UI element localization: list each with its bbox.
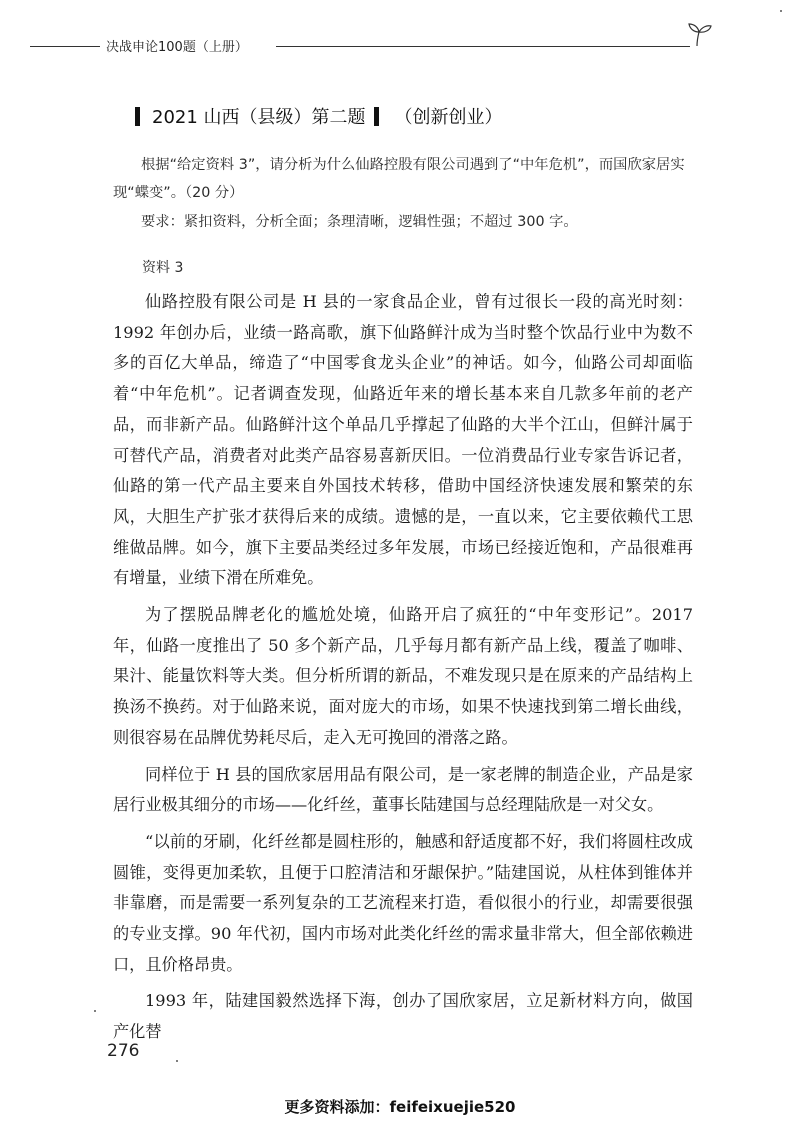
material-paragraph: 同样位于 H 县的国欣家居用品有限公司，是一家老牌的制造企业，产品是家居行业极其细分的市场——化纤丝，董事长陆建国与总经理陆欣是一对父女。 xyxy=(113,764,693,815)
material-paragraph: 为了摆脱品牌老化的尴尬处境，仙路开启了疯狂的“中年变形记”。2017 年，仙路一度推出了 50 多个新产品，几乎每月都有新产品上线，覆盖了咖啡、果汁、能量饮料等大类。但分析所谓的新品，不难发现只是在原来的产品结构上换汤不换药。对于仙路来说，面对庞大的市场，如果不快速找到第二增长曲线，则很容易在品牌优势耗尽后，走入无可挽回的滑落之路。 xyxy=(113,605,693,747)
page-number: 276 xyxy=(107,1041,140,1061)
scan-speck xyxy=(176,1060,178,1062)
title-bar-left xyxy=(135,107,140,126)
title-bar-right xyxy=(374,107,379,126)
material-paragraph: “以前的牙刷，化纤丝都是圆柱形的，触感和舒适度都不好，我们将圆柱改成圆锥，变得更加柔软，且便于口腔清洁和牙龈保护。”陆建国说，从柱体到锥体并非靠磨，而是需要一系列复杂的工艺流程来打造，看似很小的行业，却需要很强的专业支撑。90 年代初，国内市场对此类化纤丝的需求量非常大，但全部依赖进口，且价格昂贵。 xyxy=(113,831,693,974)
scan-speck xyxy=(94,1010,96,1012)
material-label: 资料 3 xyxy=(142,260,184,276)
running-header-title: 决战申论100题（上册） xyxy=(106,40,248,55)
sprout-icon xyxy=(682,18,716,52)
header-rule-left xyxy=(30,46,100,47)
question-requirements: 要求：紧扣资料，分析全面；条理清晰，逻辑性强；不超过 300 字。 xyxy=(141,214,578,230)
scan-speck xyxy=(780,10,782,12)
question-prompt: 根据“给定资料 3”，请分析为什么仙路控股有限公司遇到了“中年危机”，而国欣家居实现“蝶变”。（20 分） xyxy=(113,157,685,201)
question-topic: （创新创业） xyxy=(394,107,503,128)
material-paragraph: 1993 年，陆建国毅然选择下海，创办了国欣家居，立足新材料方向，做国产化替 xyxy=(113,991,693,1042)
question-source: 2021 山西（县级）第二题 xyxy=(152,107,366,128)
material-paragraph: 仙路控股有限公司是 H 县的一家食品企业，曾有过很长一段的高光时刻：1992 年创办后，业绩一路高歌，旗下仙路鲜汁成为当时整个饮品行业中为数不多的百亿大单品，缔造了“中国零食龙头企业”的神话。如今，仙路公司却面临着“中年危机”。记者调查发现，仙路近年来的增长基本来自几款多年前的老产品，而非新产品。仙路鲜汁这个单品几乎撑起了仙路的大半个江山，但鲜汁属于可替代产品，消费者对此类产品容易喜新厌旧。一位消费品行业专家告诉记者，仙路的第一代产品主要来自外国技术转移，借助中国经济快速发展和繁荣的东风，大胆生产扩张才获得后来的成绩。遗憾的是，一直以来，它主要依赖代工思维做品牌。如今，旗下主要品类经过多年发展，市场已经接近饱和，产品很难再有增量，业绩下滑在所难免。 xyxy=(113,292,693,588)
question-title xyxy=(135,103,503,129)
footer-note: 更多资料添加：feifeixuejie520 xyxy=(284,1098,516,1116)
material-body xyxy=(113,287,693,1054)
header-rule-right xyxy=(276,46,690,47)
